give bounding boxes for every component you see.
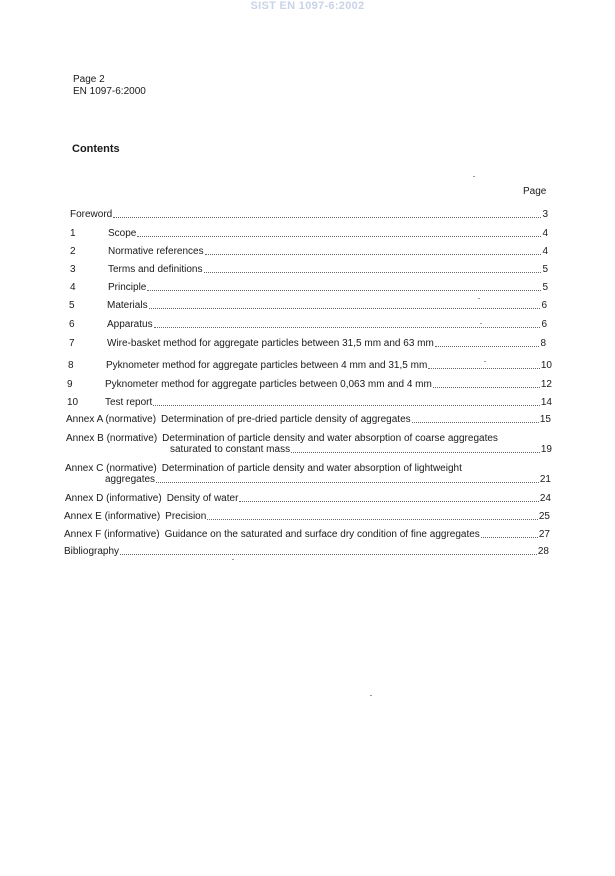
toc-entry-annex-f[interactable]: [64, 529, 550, 541]
toc-entry-page: 4: [542, 228, 548, 239]
toc-entry-scope[interactable]: [70, 228, 548, 240]
dot-leader: [435, 346, 540, 347]
scan-speck: [370, 695, 372, 696]
document-id: EN 1097-6:2000: [73, 86, 146, 97]
toc-entry-test-report[interactable]: [67, 397, 552, 409]
toc-entry-page: 21: [539, 474, 551, 485]
toc-entry-number: Annex B (normative): [66, 433, 158, 444]
toc-entry-page: 24: [539, 493, 551, 504]
dot-leader: [481, 537, 538, 538]
toc-entry-title: Determination of pre-dried particle density of aggregates: [161, 414, 411, 425]
toc-entry-line: [170, 444, 552, 456]
toc-entry-page: 28: [537, 546, 549, 557]
toc-entry-number: Annex E (informative): [64, 511, 161, 522]
dot-leader: [205, 254, 542, 255]
toc-entry-title-continued: aggregates: [105, 474, 156, 485]
toc-entry-number: 7: [69, 338, 75, 349]
toc-entry-number: 10: [67, 397, 79, 408]
toc-entry-title: Foreword: [70, 209, 113, 220]
toc-entry-page: 25: [538, 511, 550, 522]
toc-entry-principle[interactable]: [70, 282, 548, 294]
toc-entry-annex-d[interactable]: [65, 493, 551, 505]
toc-entry-title: Pyknometer method for aggregate particles between 4 mm and 31,5 mm: [106, 360, 428, 371]
toc-entry-number: Annex F (informative): [64, 529, 160, 540]
toc-entry-title: Principle: [108, 282, 147, 293]
dot-leader: [154, 327, 541, 328]
scan-speck: [480, 323, 482, 324]
scan-speck: [484, 361, 486, 362]
dot-leader: [137, 236, 541, 237]
toc-entry-title: Precision: [165, 511, 207, 522]
toc-entry-bibliography[interactable]: [64, 546, 549, 558]
toc-entry-materials[interactable]: [69, 300, 547, 312]
toc-entry-title: Apparatus: [107, 319, 153, 330]
toc-entry-normative-references[interactable]: [70, 246, 548, 258]
scan-speck: [232, 559, 234, 560]
toc-entry-title: Wire-basket method for aggregate particles between 31,5 mm and 63 mm: [107, 338, 434, 349]
dot-leader: [239, 501, 538, 502]
toc-entry-number: 9: [67, 379, 73, 390]
toc-entry-page: 10: [540, 360, 552, 371]
toc-entry-title: Bibliography: [64, 546, 120, 557]
toc-entry-title: Materials: [107, 300, 148, 311]
toc-entry-page: 6: [541, 300, 547, 311]
toc-entry-page: 5: [542, 264, 548, 275]
toc-entry-title: Determination of particle density and water absorption of lightweight: [161, 463, 462, 474]
toc-entry-terms-and-definitions[interactable]: [70, 264, 548, 276]
toc-entry-annex-a[interactable]: [66, 414, 551, 426]
toc-entry-number: Annex C (normative): [65, 463, 157, 474]
toc-entry-title: Density of water: [166, 493, 239, 504]
toc-entry-number: 4: [70, 282, 76, 293]
dot-leader: [149, 308, 541, 309]
dot-leader: [204, 272, 542, 273]
toc-entry-wire-basket-method[interactable]: [69, 338, 546, 350]
toc-entry-title: Scope: [108, 228, 137, 239]
toc-entry-number: 6: [69, 319, 75, 330]
toc-entry-title: Test report: [105, 397, 153, 408]
toc-entry-title: Determination of particle density and water absorption of coarse aggregates: [162, 433, 498, 444]
toc-entry-page: 15: [539, 414, 551, 425]
toc-entry-page: 12: [540, 379, 552, 390]
toc-entry-page: 19: [540, 444, 552, 455]
toc-entry-apparatus[interactable]: [69, 319, 547, 331]
toc-entry-title: Guidance on the saturated and surface dry condition of fine aggregates: [164, 529, 480, 540]
toc-entry-line: [105, 474, 551, 486]
page-number: Page 2: [73, 74, 105, 85]
toc-entry-page: 3: [542, 209, 548, 220]
toc-entry-annex-e[interactable]: [64, 511, 550, 523]
toc-entry-page: 5: [542, 282, 548, 293]
toc-entry-title: Terms and definitions: [108, 264, 203, 275]
dot-leader: [147, 290, 541, 291]
page-column-label: Page: [523, 186, 547, 197]
toc-entry-page: 27: [538, 529, 550, 540]
toc-entry-number: Annex D (informative): [65, 493, 162, 504]
toc-entry-title-continued: saturated to constant mass: [170, 444, 291, 455]
dot-leader: [291, 452, 540, 453]
toc-entry-pyknometer-4-31[interactable]: [68, 360, 552, 372]
toc-entry-title: Pyknometer method for aggregate particles between 0,063 mm and 4 mm: [105, 379, 432, 390]
page-header: [73, 74, 146, 98]
dot-leader: [433, 387, 540, 388]
dot-leader: [207, 519, 538, 520]
toc-entry-pyknometer-0063-4[interactable]: [67, 379, 552, 391]
toc-entry-title: Normative references: [108, 246, 204, 257]
dot-leader: [120, 554, 537, 555]
toc-entry-page: 8: [540, 338, 546, 349]
dot-leader: [428, 368, 540, 369]
toc-entry-number: 2: [70, 246, 76, 257]
dot-leader: [156, 482, 539, 483]
dot-leader: [412, 422, 539, 423]
toc-entry-number: Annex A (normative): [66, 414, 157, 425]
dot-leader: [153, 405, 540, 406]
toc-entry-number: 1: [70, 228, 76, 239]
toc-entry-number: 3: [70, 264, 76, 275]
scan-speck: [478, 298, 480, 299]
toc-entry-page: 14: [540, 397, 552, 408]
toc-entry-page: 6: [541, 319, 547, 330]
toc-entry-foreword[interactable]: [70, 209, 548, 221]
watermark: SIST EN 1097-6:2002: [250, 0, 365, 12]
scan-speck: [473, 176, 475, 177]
toc-entry-number: 8: [68, 360, 74, 371]
dot-leader: [113, 217, 541, 218]
toc-entry-page: 4: [542, 246, 548, 257]
toc-entry-number: 5: [69, 300, 75, 311]
contents-heading: Contents: [72, 143, 120, 155]
